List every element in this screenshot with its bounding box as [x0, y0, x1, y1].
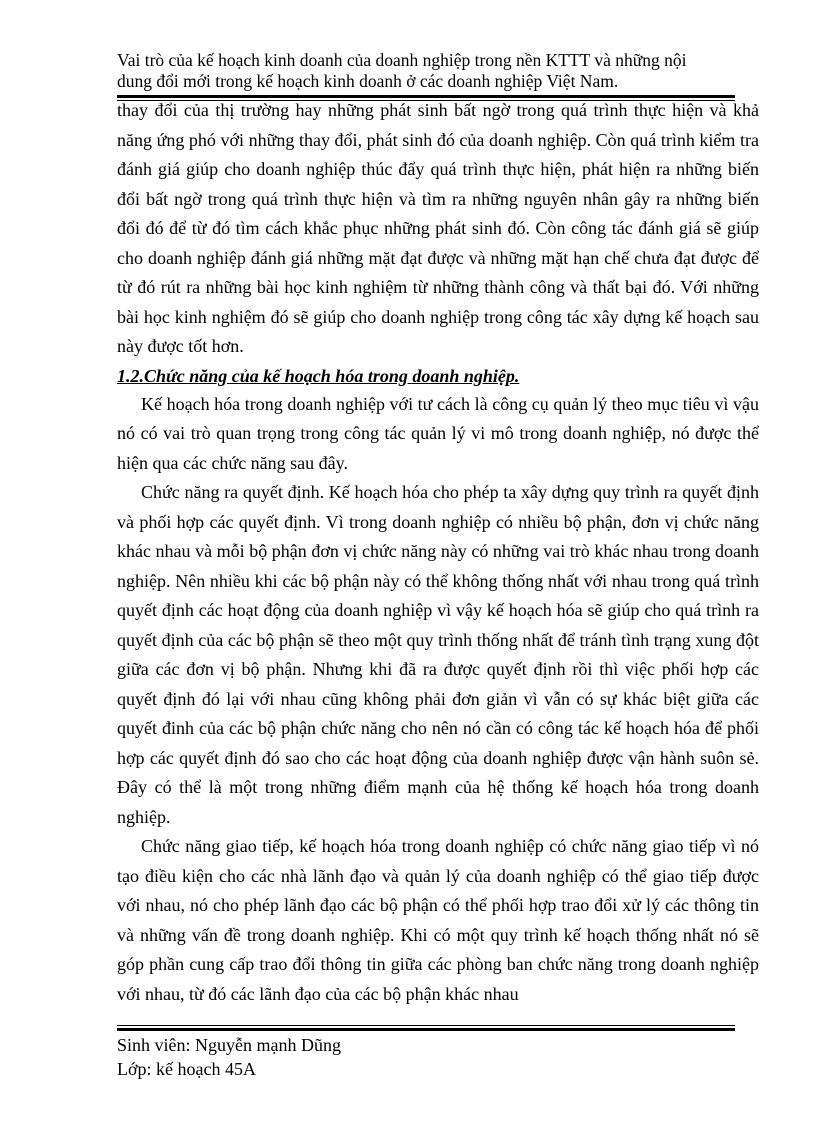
paragraph-3: Chức năng ra quyết định. Kế hoạch hóa cho phép ta xây dựng quy trình ra quyết định và phối hợp các quyết định. Vì trong doanh nghiệp có nhiều bộ phận, đơn vị chức năng khác nhau và mỗi bộ phận đơn vị chức năng này có những vai trò khác nhau trong doanh nghiệp. Nên nhiều khi các bộ phận này có thể không thống nhất với nhau trong quá trình quyết định các hoạt động của doanh nghiệp vì vậy kế hoạch hóa sẽ giúp cho quá trình ra quyết định của các bộ phận sẽ theo một quy trình thống nhất để tránh tình trạng xung đột giữa các đơn vị bộ phận. Nhưng khi đã ra được quyết định rồi thì việc phối hợp các quyết định đó lại với nhau cũng không phải đơn giản vì vẫn có sự khác biệt giữa các quyết đinh của các bộ phận chức năng cho nên nó cần có công tác kế hoạch hóa để phối hợp các quyết định đó sao cho các hoạt động của doanh nghiệp được vận hành suôn sẻ. Đây có thể là một trong những điểm mạnh của hệ thống kế hoạch hóa trong doanh nghiệp. — [117, 482, 759, 827]
page-header — [117, 50, 737, 92]
page-body — [117, 96, 759, 1009]
header-line-2: dung đổi mới trong kế hoạch kinh doanh ở các doanh nghiệp Việt Nam. — [117, 71, 619, 91]
paragraph-2: Kế hoạch hóa trong doanh nghiệp với tư cách là công cụ quản lý theo mục tiêu vì vậu nó có vai trò quan trọng trong công tác quản lý vi mô trong doanh nghiệp, nó được thể hiện qua các chức năng sau đây. — [117, 393, 759, 473]
footer-student: Sinh viên: Nguyễn mạnh Dũng — [117, 1035, 341, 1055]
paragraph-4: Chức năng giao tiếp, kế hoạch hóa trong doanh nghiệp có chức năng giao tiếp vì nó tạo điều kiện cho các nhà lãnh đạo và quản lý của doanh nghiệp có thể giao tiếp được với nhau, nó cho phép lãnh đạo các bộ phận có thể phối hợp trao đổi xử lý các thông tin và những vấn đề trong doanh nghiệp. Khi có một quy trình kế hoạch thống nhất nó sẽ góp phần cung cấp trao đổi thông tin giữa các phòng ban chức năng trong doanh nghiệp với nhau, từ đó các lãnh đạo của các bộ phận khác nhau — [117, 836, 759, 1004]
page-footer — [117, 1033, 341, 1081]
section-title: 1.2.Chức năng của kế hoạch hóa trong doanh nghiệp. — [117, 365, 520, 386]
paragraph-1: thay đổi của thị trường hay những phát sinh bất ngờ trong quá trình thực hiện và khả năng ứng phó với những thay đổi, phát sinh đó của doanh nghiệp. Còn quá trình kiểm tra đánh giá giúp cho doanh nghiệp thúc đẩy quá trình thực hiện, phát hiện ra những biến đổi bất ngờ trong quá trình thực hiện và tìm ra những nguyên nhân gây ra những biến đổi đó để từ đó tìm cách khắc phục những phát sinh đó. Còn công tác đánh giá sẽ giúp cho doanh nghiệp đánh giá những mặt đạt được và những mặt hạn chế chưa đạt được để từ đó rút ra những bài học kinh nghiệm từ những thành công và thất bại đó. Với những bài học kinh nghiệm đó sẽ giúp cho doanh nghiệp trong công tác xây dựng kế hoạch sau này được tốt hơn. — [117, 100, 759, 356]
footer-rule — [117, 1025, 735, 1031]
footer-class: Lớp: kế hoạch 45A — [117, 1059, 256, 1079]
header-line-1: Vai trò của kế hoạch kinh doanh của doanh nghiệp trong nền KTTT và những nội — [117, 50, 687, 70]
